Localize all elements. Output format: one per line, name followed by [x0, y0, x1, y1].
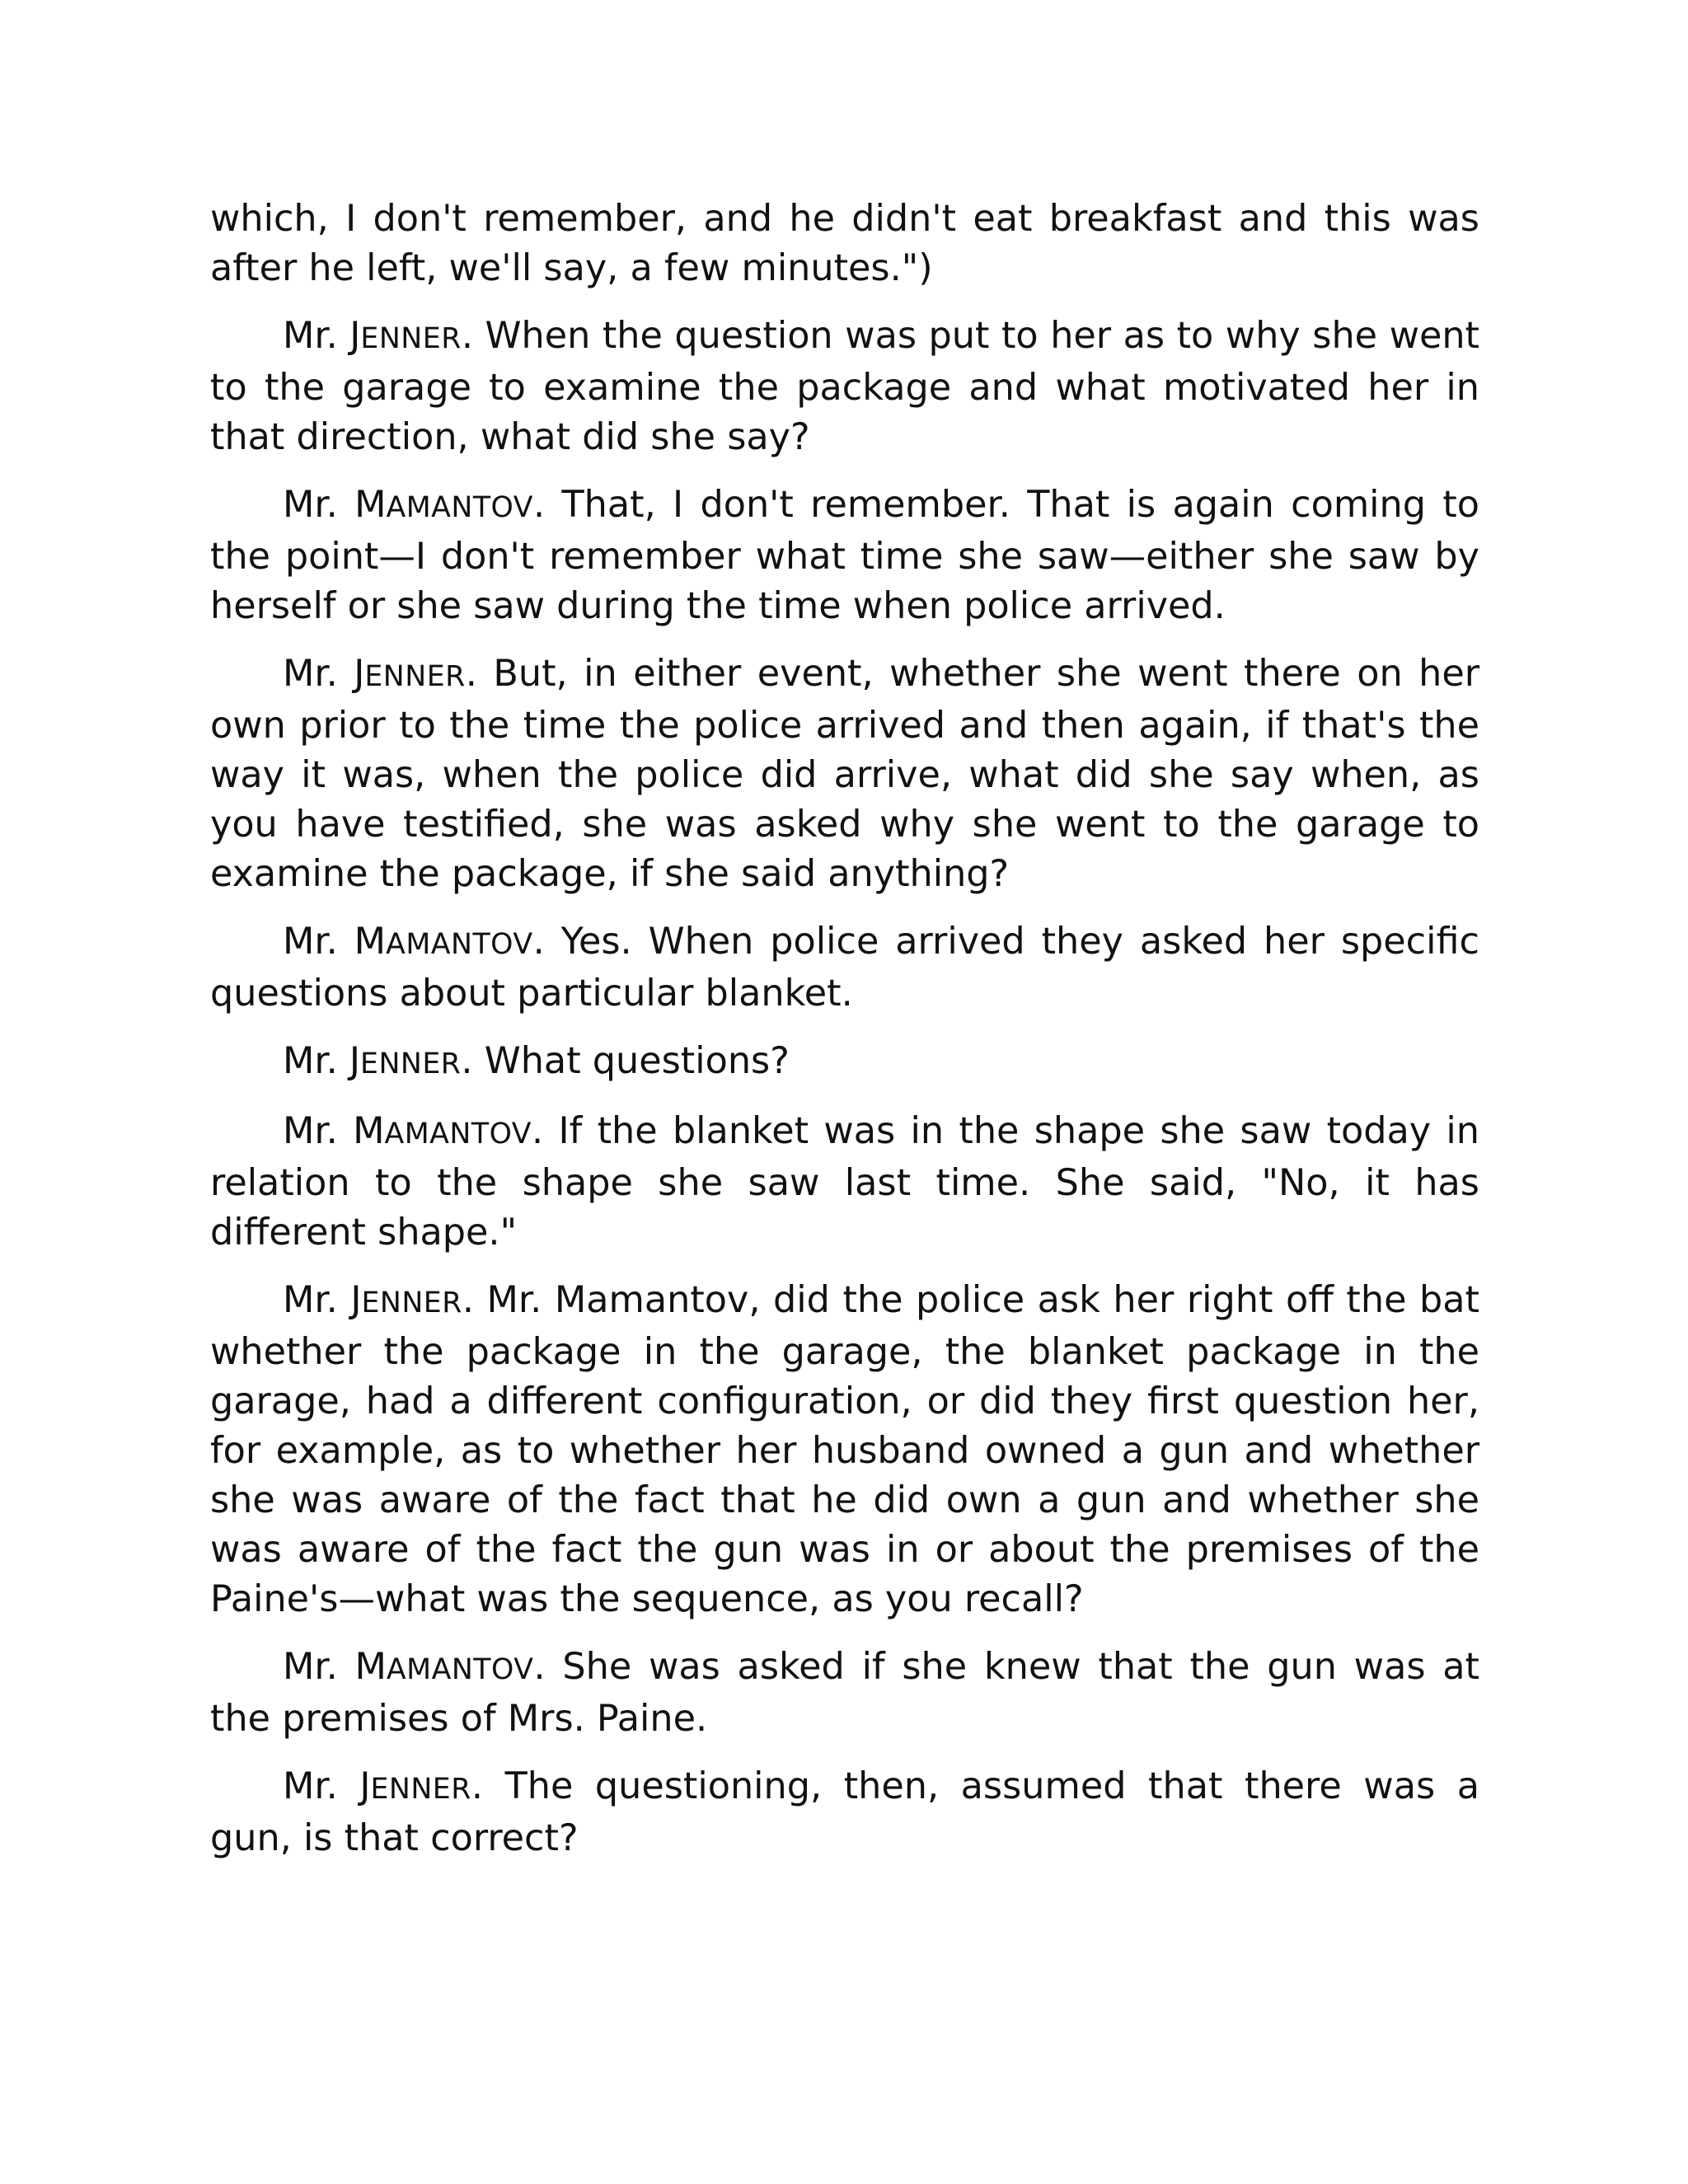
- paragraph-mamantov: [210, 917, 1479, 1019]
- paragraph-jenner: [210, 1276, 1479, 1624]
- paragraph-continuation: [210, 194, 1479, 293]
- speaker-name: Mr. JENNER.: [283, 1040, 473, 1082]
- paragraph-text: Mr. Mamantov, did the police ask her right off the bat whether the package in the garage, the blanket package in the garage, had a different configuration, or did they first question her, for example, as to whether her husband owned a gun and whether she was aware of the fact that he did own a gun and whether she was aware of the fact the gun was in or about the premises of the Paine's—what was the sequence, as you recall?: [210, 1279, 1479, 1620]
- speaker-name: Mr. JENNER.: [283, 1279, 474, 1321]
- paragraph-jenner: [210, 1762, 1479, 1863]
- paragraph-jenner: [210, 1037, 1479, 1089]
- paragraph-jenner: [210, 312, 1479, 462]
- paragraph-text: But, in either event, whether she went there on her own prior to the time the police arrived and then again, if that's the way it was, when the police did arrive, what did she say when, as you have testified, she was asked why she went to the garage to examine the package, if she said anything?: [210, 653, 1479, 895]
- speaker-name: Mr. JENNER.: [283, 653, 477, 695]
- paragraph-jenner: [210, 649, 1479, 899]
- paragraph-mamantov: [210, 480, 1479, 631]
- paragraph-text: Yes. When police arrived they asked her specific questions about particular blanket.: [210, 921, 1479, 1015]
- speaker-name: Mr. JENNER.: [283, 1765, 483, 1807]
- paragraph-text: What questions?: [472, 1040, 790, 1082]
- paragraph-text: When the question was put to her as to why she went to the garage to examine the package and what motivated her in that direction, what did she say?: [210, 315, 1479, 458]
- paragraph-text: which, I don't remember, and he didn't eat breakfast and this was after he left, we'll say, a few minutes."): [210, 198, 1479, 289]
- paragraph-mamantov: [210, 1643, 1479, 1744]
- speaker-name: Mr. JENNER.: [283, 315, 473, 357]
- paragraph-mamantov: [210, 1107, 1479, 1258]
- paragraph-text: She was asked if she knew that the gun was at the premises of Mrs. Paine.: [210, 1646, 1479, 1740]
- speaker-name: Mr. MAMANTOV.: [283, 1110, 544, 1152]
- paragraph-text: If the blanket was in the shape she saw today in relation to the shape she saw last time. She said, "No, it has different shape.": [210, 1110, 1479, 1254]
- speaker-name: Mr. MAMANTOV.: [283, 1646, 546, 1688]
- paragraph-text: That, I don't remember. That is again coming to the point—I don't remember what time she saw—either she saw by herself or she saw during the time when police arrived.: [210, 484, 1479, 627]
- paragraph-text: The questioning, then, assumed that there was a gun, is that correct?: [210, 1765, 1479, 1859]
- speaker-name: Mr. MAMANTOV.: [283, 921, 545, 963]
- speaker-name: Mr. MAMANTOV.: [283, 484, 546, 526]
- transcript-body: [210, 194, 1479, 1882]
